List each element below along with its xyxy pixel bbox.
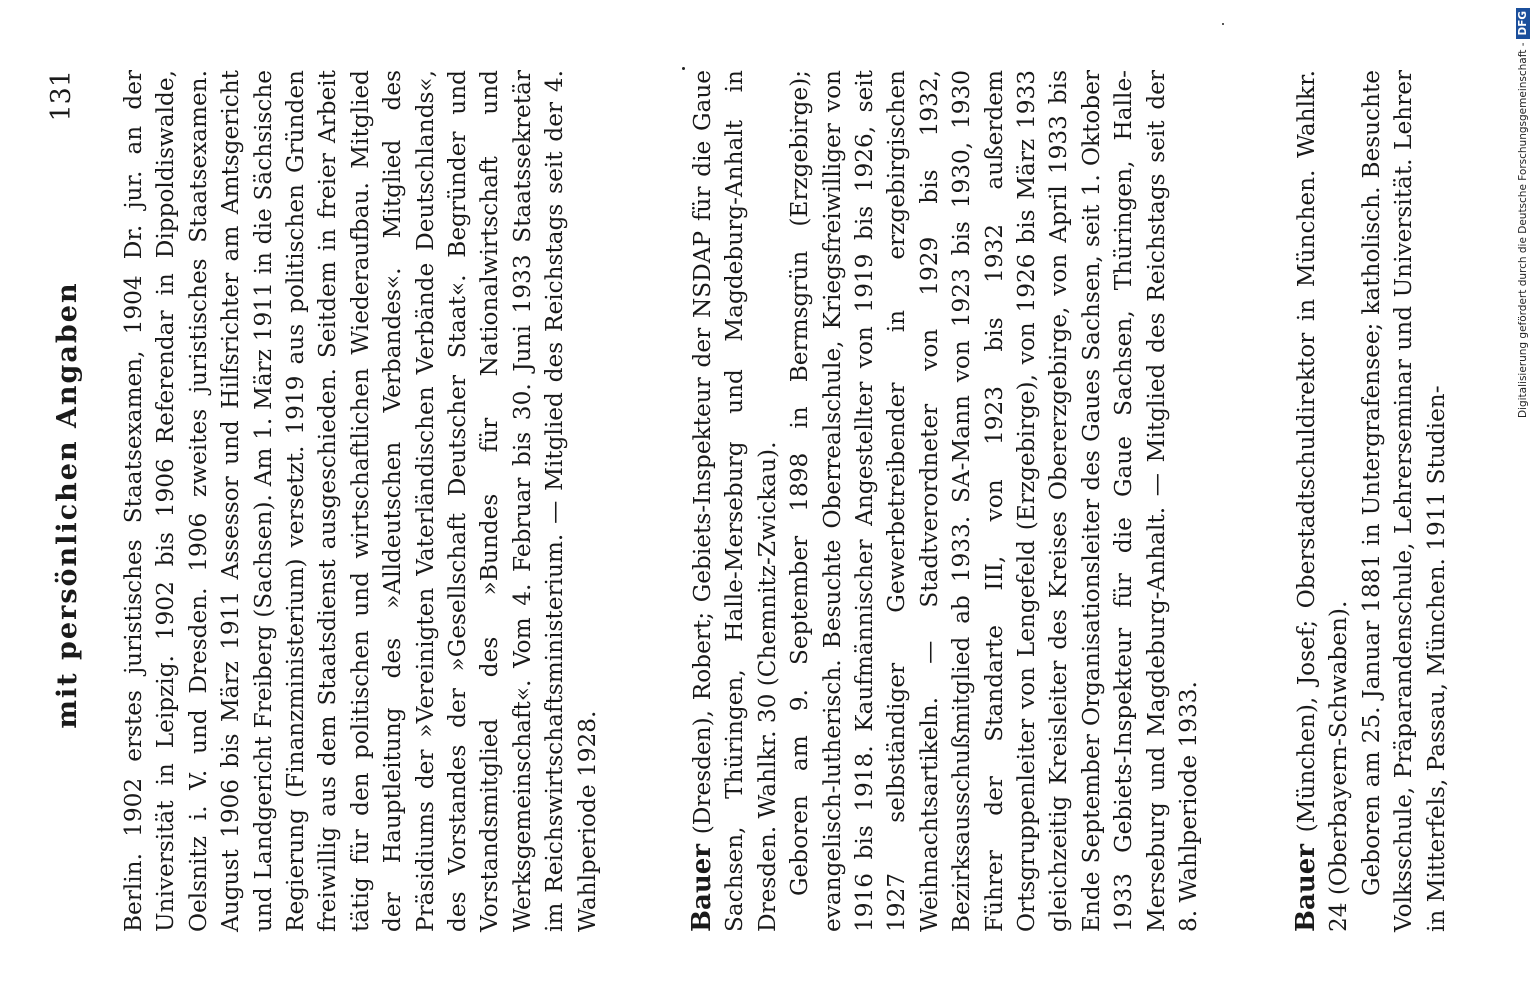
biography-entry-continuation [118,70,604,932]
dfg-logo-icon: DFG [1516,8,1530,39]
page-number: 131 [46,70,77,122]
digitization-note-text: Digitalisierung gefördert durch die Deutsche Forschungsgemeinschaft - [1517,42,1529,419]
scan-speck [682,67,685,70]
entry-name: Bauer [687,844,717,932]
entry-heading-text: (Dresden), Robert; Gebiets-Inspekteur der NSDAP für die Gaue Sachsen, Thüringen, Halle-Merseburg und Magdeburg-Anhalt in Dresden. Wahlkr. 30 (Chemnitz-Zwickau). [689,70,781,932]
entry-paragraph: Geboren am 25. Januar 1881 in Untergrafensee; katholisch. Besuchte Volksschule, Präparandenschule, Lehrerseminar und Universität. Lehrer in Mitterfels, Passau, München. 1911 Studien- [1357,70,1450,932]
page-header [40,70,100,940]
dfg-digitization-note [1516,8,1530,748]
entry-paragraph: Berlin. 1902 erstes juristisches Staatsexamen, 1904 Dr. jur. an der Universität in Leipzig. 1902 bis 1906 Referendar in Dippoldiswalde, Oelsnitz i. V. und Dresden. 1906 zweites juristisches Staatsexamen. August 1906 bis März 1911 Assessor und Hilfsrichter am Amtsgericht und Landgericht Freiberg (Sachsen). Am 1. März 1911 in die Sächsische Regierung (Finanzministerium) versetzt. 1919 aus politischen Gründen freiwillig aus dem Staatsdienst ausgeschieden. Seitdem in freier Arbeit tätig für den politischen und wirtschaftlichen Wiederaufbau. Mitglied der Hauptleitung des »Alldeutschen Verbandes«. Mitglied des Präsidiums der »Vereinigten Vaterländischen Verbände Deutschlands«, des Vorstandes der »Gesellschaft Deutscher Staat«. Begründer und Vorstandsmitglied des »Bundes für Nationalwirtschaft und Werksgemeinschaft«. Vom 4. Februar bis 30. Juni 1933 Staatssekretär im Reichswirtschaftsministerium. — Mitglied des Reichstags seit der 4. Wahlperiode 1928. [120,70,601,932]
entry-name: Bauer [1291,844,1321,932]
entry-paragraph [686,70,784,932]
scan-speck [1222,23,1224,25]
biography-entry-bauer-robert [686,70,1206,932]
entry-paragraph: Geboren am 9. September 1898 in Bermsgrün (Erzgebirge); evangelisch-lutherisch. Besuchte Oberrealschule, Kriegsfreiwilliger von 1916 bis 1918. Kaufmännischer Angestellter von 1919 bis 1926, seit 1927 selbständiger Gewerbetreibender in erzgebirgischen Weihnachtsartikeln. — Stadtverordneter von 1929 bis 1932, Bezirksausschußmitglied ab 1933. SA-Mann von 1923 bis 1930, 1930 Führer der Standarte III, von 1923 bis 1932 außerdem Ortsgruppenleiter von Lengefeld (Erzgebirge), von 1926 bis März 1933 gleichzeitig Kreisleiter des Kreises Obererzgebirge, von April 1933 bis Ende September Organisationsleiter des Gaues Sachsen, seit 1. Oktober 1933 Gebiets-Inspekteur für die Gaue Sachsen, Thüringen, Halle-Merseburg und Magdeburg-Anhalt. — Mitglied des Reichstags seit der 8. Wahlperiode 1933. [786,70,1203,932]
running-head: mit persönlichen Angaben [52,281,83,729]
dfg-digitization-strip [1516,8,1530,748]
entry-heading-text: (München), Josef; Oberstadtschuldirektor in München. Wahlkr. 24 (Oberbayern-Schwaben). [1293,70,1353,932]
entry-paragraph [1290,70,1356,932]
biography-entry-bauer-josef [1290,70,1453,932]
